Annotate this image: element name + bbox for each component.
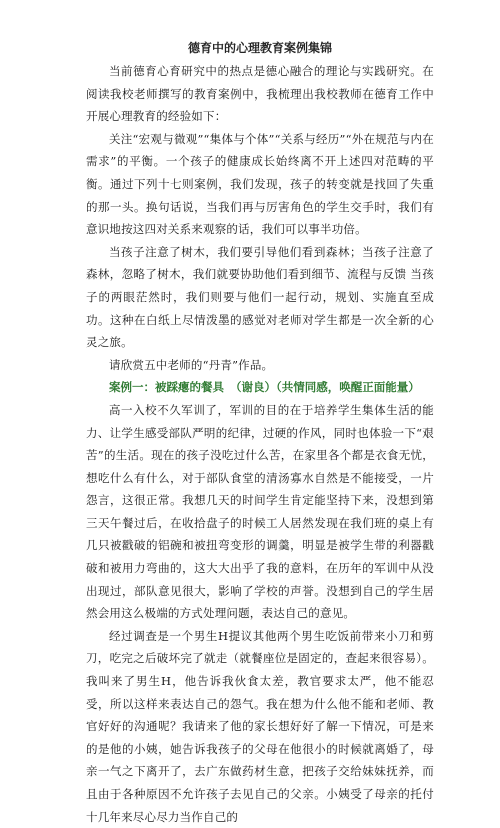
case-theme: （共情同感，唤醒正面能量）: [276, 380, 420, 395]
case-paragraph-investigation: 经过调查是一个男生H提议其他两个男生吃饭前带来小刀和剪刀，吃完之后破坏完了就走（就餐座位是固定的，查起来很容易）。我叫来了男生H，他告诉我伙食太差，教官要求太严，他不能忍受，所以这样来表达自己的怨气。我在想为什么他不能和老师、教官好好的沟通呢？我请来了他的家长想好好了解一下情况，可是来的是他的小姨，她告诉我孩子的父母在他很小的时候就离婚了，母亲一气之下离开了，去广东做药材生意，把孩子交给妹妹抚养，而且由于各种原因不允许孩子去见自己的父亲。小姨受了母亲的托付十几年来尽心尽力当作自己的: [86, 628, 434, 824]
case-label: 案例一：: [109, 380, 155, 395]
case-paragraph-military-training: 高一入校不久军训了，军训的目的在于培养学生集体生活的能力、让学生感受部队严明的纪律，过硬的作风，同时也体验一下“艰苦”的生活。现在的孩子没吃过什么苦，在家里各个都是衣食无忧，想吃什么有什么，对于部队食堂的清汤寡水自然是不能接受，一片怨言，这很正常。我想几天的时间学生肯定能坚持下来，没想到第三天午餐过后，在收拾盘子的时候工人居然发现在我们班的桌上有几只被戳破的铝碗和被扭弯变形的调羹，明显是被学生带的利器戳破和被用力弯曲的，这大大出乎了我的意料，在历年的军训中从没出现过，部队意见很大，影响了学校的声誉。没想到自己的学生居然会用这么极端的方式处理问题，表达自己的意见。: [86, 402, 434, 621]
intro-paragraph: 当前德育心育研究中的热点是德心融合的理论与实践研究。在阅读我校老师撰写的教育案例中，我梳理出我校教师在德育工作中开展心理教育的经验如下：: [86, 64, 434, 124]
case-name: 被踩瘪的餐具: [155, 380, 224, 395]
document-title: 德育中的心理教育案例集锦: [187, 41, 332, 55]
balance-paragraph: 关注“宏观与微观”“集体与个体”“关系与经历”“外在规范与内在需求”的平衡。一个孩子的健康成长始终离不开上述四对范畴的平衡。通过下列十七则案例，我们发现，孩子的转变就是找回了失重的那一头。换句话说，当我们再与厉害角色的学生交手时，我们有意识地按这四对关系来观察的话，我们可以事半功倍。: [86, 131, 434, 237]
case-heading: [86, 376, 434, 399]
case-author: （谢良）: [230, 380, 276, 395]
invitation-paragraph: 请欣赏五中老师的“丹青”作品。: [109, 357, 274, 372]
guidance-paragraph: 当孩子注意了树木，我们要引导他们看到森林；当孩子注意了森林，忽略了树木，我们就要协助他们看到细节、流程与反馈 当孩子的两眼茫然时，我们则要与他们一起行动，规划、实施直至成功。这种在白纸上尽情泼墨的感觉对老师对学生都是一次全新的心灵之旅。: [86, 244, 434, 350]
